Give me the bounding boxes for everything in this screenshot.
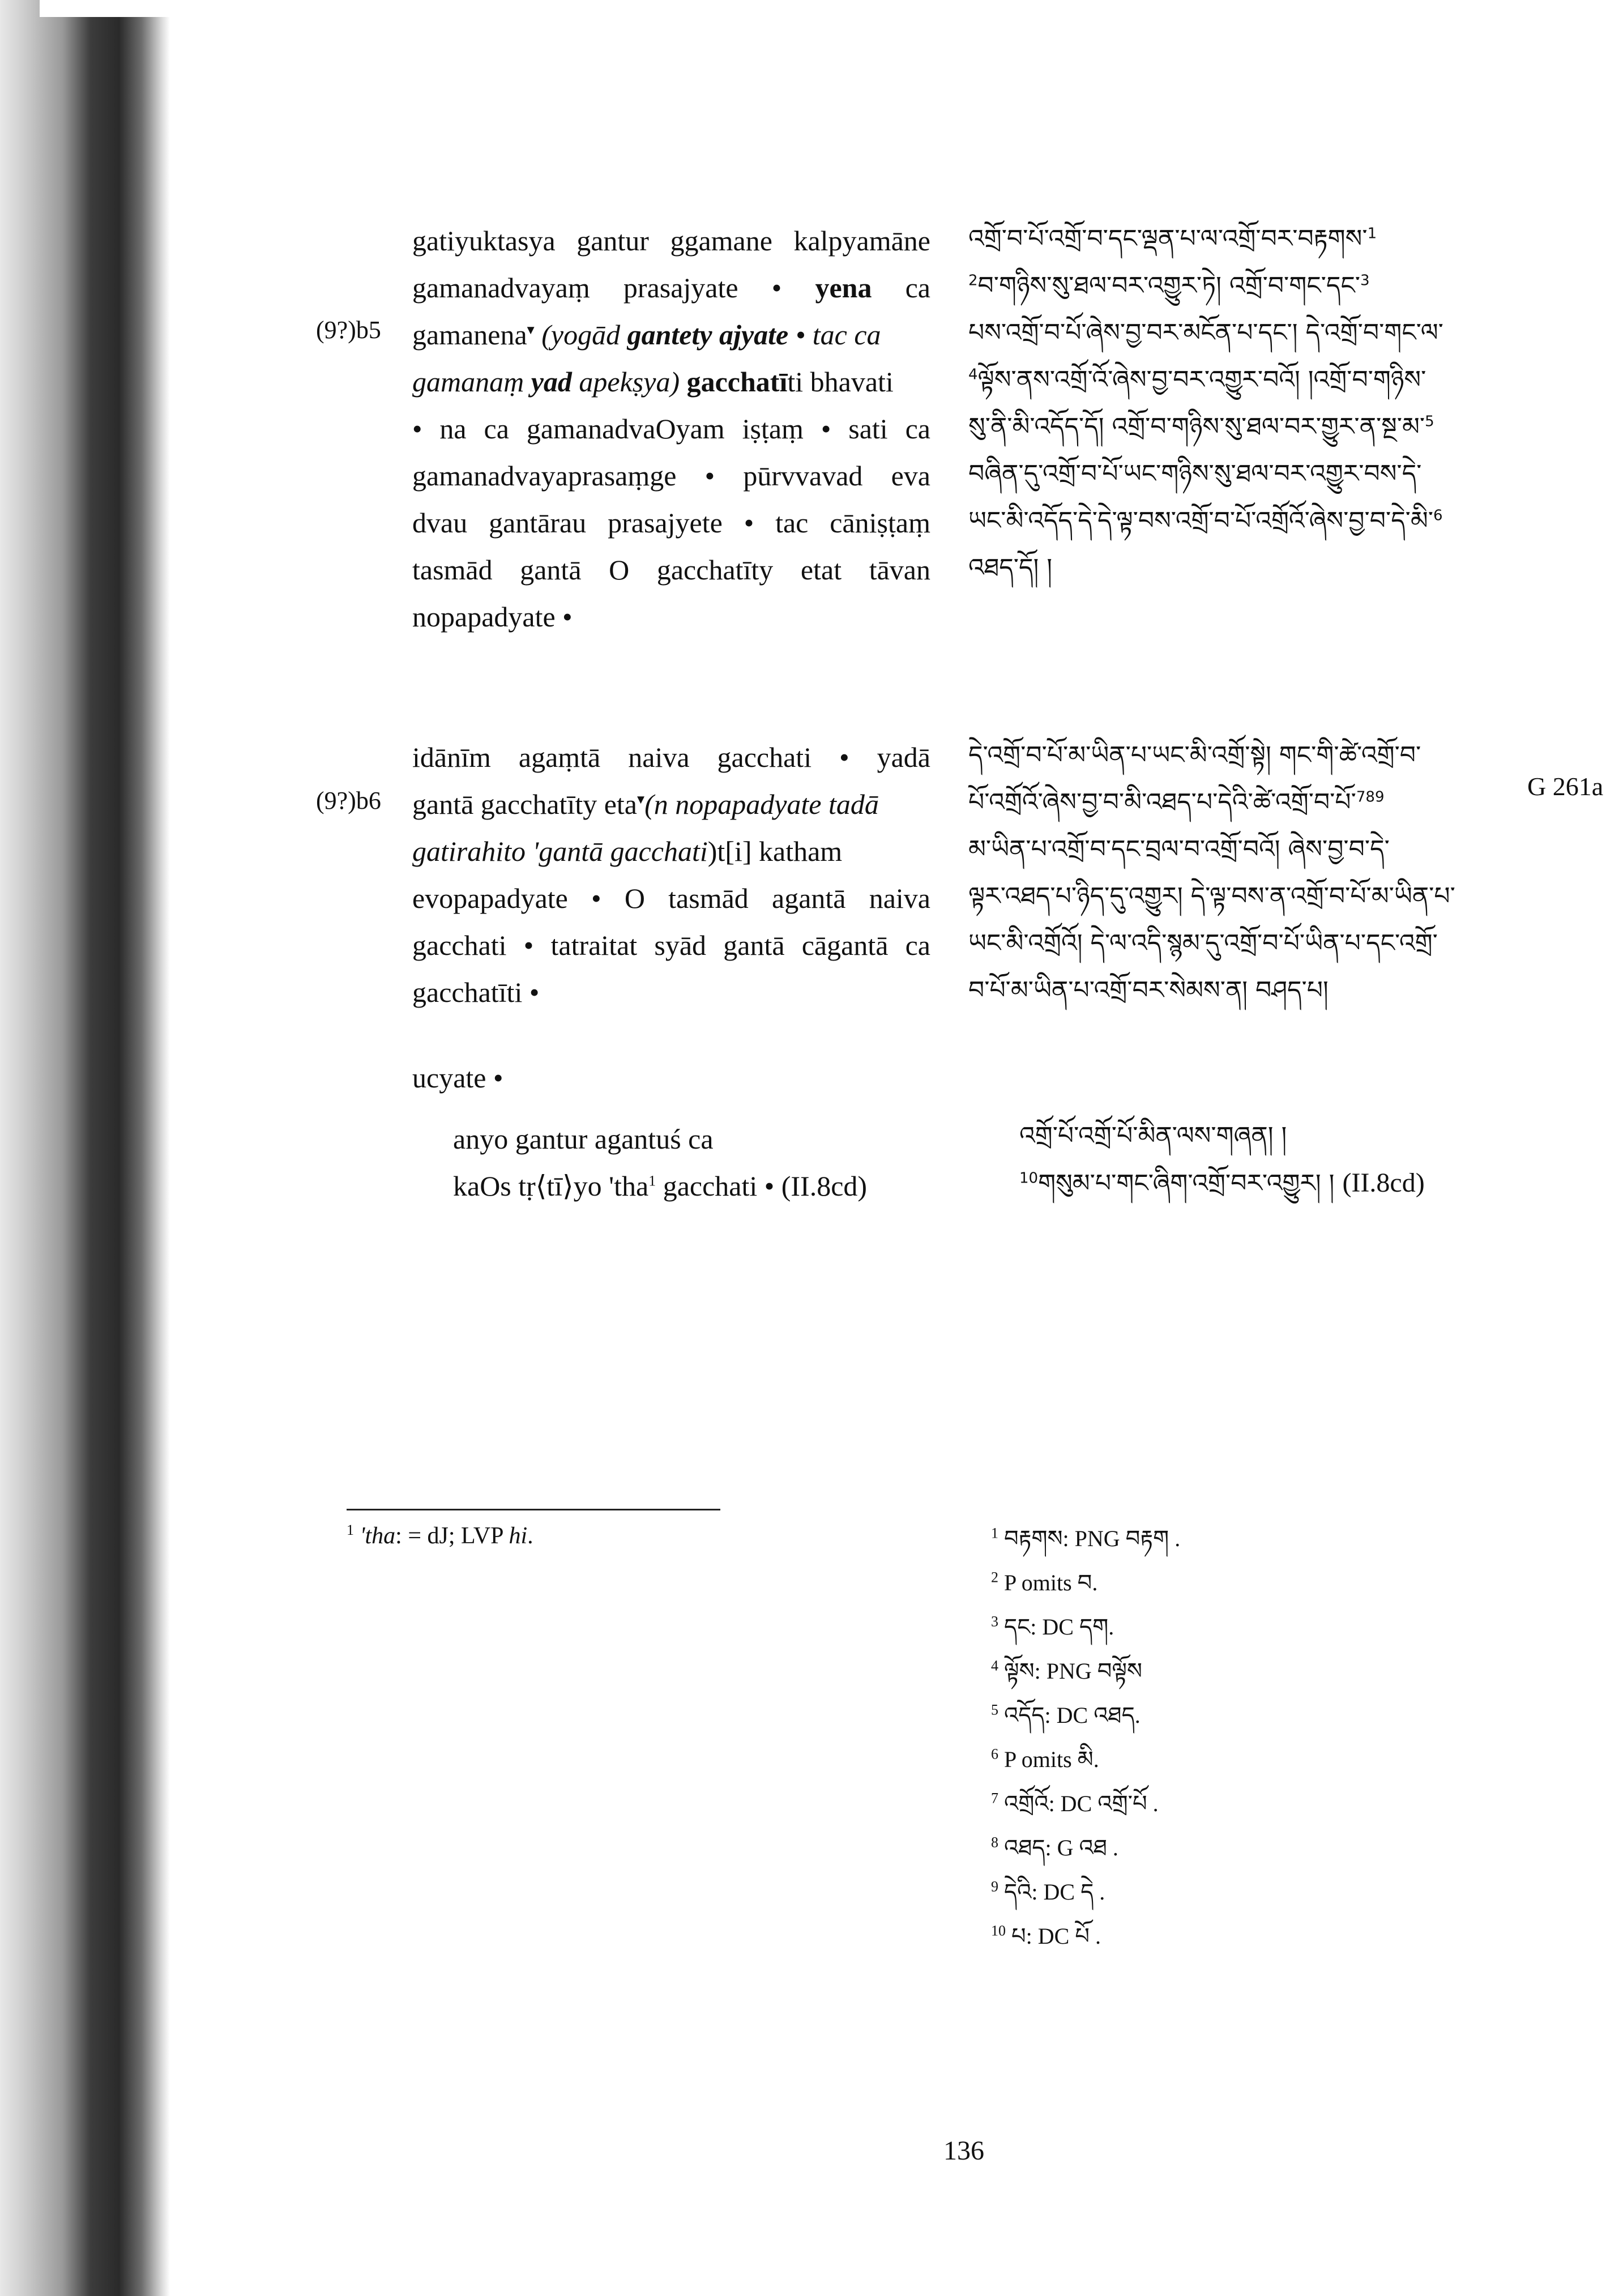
italic-text: gatirahito 'gantā gacchati (412, 835, 708, 867)
tibetan-variant: འཐ (1079, 1835, 1107, 1860)
italic-text: apekṣya) (571, 366, 680, 398)
tibetan-text: གསུམ་པ་གང་ཞིག་འགྲོ་བར་འགྱུར། ། (1038, 1169, 1335, 1198)
insertion-marker: ▾ (637, 791, 645, 808)
sanskrit-line (412, 311, 930, 359)
footnote-ref: 1 (1367, 225, 1377, 242)
footnote-ref: 7 (1356, 788, 1366, 806)
gref-marginal: G 261a (1527, 772, 1604, 801)
tibetan-text: པོ་འགྲོའོ་ཞེས་བྱ་བ་མི་འཐད་པ་དེའི་ཚེ་འགྲོ་བ་པོ་ (968, 788, 1356, 817)
tibetan-line (968, 497, 1529, 544)
footnote-ref: 9 (1374, 788, 1385, 806)
sanskrit-verse (453, 1116, 867, 1210)
footnote-item (991, 1517, 1180, 1561)
footnote-ref: 6 (1433, 507, 1443, 524)
insertion-marker: ▾ (527, 321, 535, 338)
verse-text: gacchati • (II.8cd) (656, 1170, 868, 1202)
tibetan-variant: པོ (1075, 1923, 1090, 1949)
tibetan-variant: དག (1079, 1614, 1109, 1640)
footnote-text: : DC (1048, 1791, 1098, 1816)
footnote-text: . (1134, 1702, 1141, 1728)
ucyate-line: ucyate • (412, 1062, 503, 1094)
sanskrit-text: gantā gacchatīty eta (412, 788, 637, 820)
footnote-text: . (1092, 1570, 1098, 1595)
footnote-item (991, 1693, 1180, 1738)
tibetan-lemma: པ (1011, 1923, 1026, 1949)
footnote-number: 10 (991, 1922, 1006, 1939)
sanskrit-text: gamanena (412, 319, 527, 351)
tibetan-lemma: ལྟོས (1004, 1658, 1035, 1684)
italic-text: (yogād (541, 319, 627, 351)
footnote-text: . (1107, 1835, 1118, 1860)
bold-italic-text: yad (531, 366, 572, 398)
footnote-item (991, 1870, 1180, 1914)
sanskrit-line: gacchati • tatraitat syād gantā cāgantā ca (412, 929, 930, 961)
footnote-ref: 4 (968, 366, 978, 383)
sanskrit-paragraph-1 (412, 217, 930, 641)
tibetan-variant: མི (1077, 1747, 1094, 1772)
tibetan-line (968, 262, 1529, 309)
tibetan-verse (1019, 1112, 1425, 1207)
tibetan-lemma: དེའི (1004, 1879, 1032, 1905)
footnote-text: : DC (1026, 1923, 1075, 1949)
sanskrit-line: gacchatīti • (412, 976, 540, 1008)
sanskrit-line (412, 828, 930, 875)
sanskrit-line: gamanadvayaṃ prasajyate • yena ca (412, 272, 930, 304)
italic-text: (n nopapadyate tadā (644, 788, 879, 820)
italic-text: hi (509, 1523, 528, 1549)
tibetan-line: འཐད་དོ། ། (968, 553, 1053, 582)
footnote-number: 2 (991, 1569, 998, 1586)
sanskrit-text: )t[i] katham (707, 835, 843, 867)
footnote-item (991, 1914, 1180, 1958)
footnote-text: . (1108, 1614, 1114, 1640)
tibetan-lemma: འདོད (1004, 1702, 1045, 1728)
footnote-text: . (1094, 1879, 1105, 1905)
tibetan-variant: འཐད (1094, 1702, 1135, 1728)
footnote-item (991, 1782, 1180, 1826)
tibetan-text: ལྟོས་ནས་འགྲོ་འོ་ཞེས་བྱ་བར་འགྱུར་བའོ། །འགྲོ་བ་གཉིས་ (977, 365, 1426, 394)
tibetan-verse-line (1019, 1159, 1425, 1207)
footnote-ref: 2 (968, 272, 978, 289)
tibetan-line (968, 356, 1529, 403)
folio-ref-b5: (9?)b5 (316, 316, 381, 344)
footnote-number: 4 (991, 1657, 998, 1674)
bold-word: yena (815, 272, 872, 304)
sanskrit-paragraph-2 (412, 734, 930, 1016)
footnote-text: : = dJ; LVP (395, 1523, 509, 1549)
footnote-number: 3 (991, 1613, 998, 1630)
footnote-number: 1 (991, 1525, 998, 1542)
tibetan-variant: དེ (1080, 1879, 1094, 1905)
sanskrit-line: • na ca gamanadvaOyam iṣṭaṃ • sati ca (412, 413, 930, 445)
sanskrit-line: gamanadvayaprasaṃge • pūrvvavad eva (412, 460, 930, 492)
book-spine-shadow (0, 0, 170, 2296)
tibetan-paragraph-1 (968, 215, 1529, 591)
tibetan-line: པས་འགྲོ་བ་པོ་ཞེས་བྱ་བར་མངོན་པ་དང་། དེ་འགྲོ་བ་གང་ལ་ (968, 318, 1443, 347)
tibetan-variant: བལྟོས (1097, 1658, 1143, 1684)
tibetan-verse-line: འགྲོ་པོ་འགྲོ་པོ་མིན་ལས་གཞན། ། (1019, 1121, 1287, 1150)
footnote-left (347, 1522, 533, 1550)
italic-text: gamanaṃ (412, 366, 531, 398)
footnote-item (991, 1561, 1180, 1605)
tibetan-line (968, 779, 1529, 826)
footnote-number: 5 (991, 1701, 998, 1718)
tibetan-line: ཡང་མི་འགྲོའོ། དེ་ལ་འདི་སྙམ་དུ་འགྲོ་བ་པོ་ཡིན་པ་དང་འགྲོ་ (968, 929, 1438, 958)
sanskrit-text: ti bhavati (787, 366, 894, 398)
footnotes-right (991, 1517, 1180, 1958)
footnote-text: . (1089, 1923, 1101, 1949)
footnote-ref: 5 (1425, 413, 1434, 430)
footnote-text: . (1169, 1526, 1181, 1551)
footnote-text: P omits (1004, 1747, 1078, 1772)
italic-text: • tac ca (788, 319, 881, 351)
footnote-text: : G (1045, 1835, 1079, 1860)
tibetan-text: སུ་ནི་མི་འདོད་དོ། འགྲོ་བ་གཉིས་སུ་ཐལ་བར་གྱུར་ན་སྔ་མ་ (968, 412, 1425, 441)
tibetan-variant: བ (1077, 1570, 1092, 1595)
italic-text: 'tha (360, 1523, 396, 1549)
footnote-text: : PNG (1034, 1658, 1097, 1684)
footnote-number: 9 (991, 1878, 998, 1895)
footnote-text: . (1147, 1791, 1159, 1816)
bold-italic-text: gantety ajyate (627, 319, 789, 351)
tibetan-line (968, 403, 1529, 450)
footnote-text: : PNG (1062, 1526, 1126, 1551)
footnote-number: 1 (347, 1522, 354, 1538)
sanskrit-line (412, 781, 930, 828)
footnote-text: P omits (1004, 1570, 1078, 1595)
tibetan-lemma: འཐད (1004, 1835, 1045, 1860)
verse-text: kaOs tṛ⟨tī⟩yo 'tha (453, 1170, 649, 1202)
footnote-item (991, 1649, 1180, 1693)
footnote-item (991, 1738, 1180, 1782)
footnote-item (991, 1605, 1180, 1649)
sanskrit-line (412, 359, 930, 406)
sanskrit-line: nopapadyate • (412, 601, 573, 633)
tibetan-paragraph-2 (968, 732, 1529, 1014)
sanskrit-line: dvau gantārau prasajyete • tac cāniṣṭaṃ (412, 507, 930, 539)
footnote-text: . (527, 1523, 533, 1549)
sanskrit-line: gatiyuktasya gantur ggamane kalpyamāne (412, 225, 930, 257)
footnote-rule (347, 1509, 720, 1510)
tibetan-text: འགྲོ་བ་པོ་འགྲོ་བ་དང་ལྡན་པ་ལ་འགྲོ་བར་བརྟགས་ (968, 224, 1368, 253)
footnote-text: : DC (1044, 1702, 1094, 1728)
sanskrit-line: idānīm agaṃtā naiva gacchati • yadā (412, 741, 930, 773)
footnote-text: : DC (1031, 1879, 1081, 1905)
tibetan-line (968, 215, 1529, 262)
tibetan-text: ཡང་མི་འདོད་དེ་དེ་ལྟ་བས་འགྲོ་བ་པོ་འགྲོའོ་ཞེས་བྱ་བ་དེ་མི་ (968, 506, 1434, 535)
tibetan-line: མ་ཡིན་པ་འགྲོ་བ་དང་བྲལ་བ་འགྲོ་བའོ། ཞེས་བྱ་བ་དེ་ (968, 835, 1390, 864)
tibetan-variant: འགྲོ་པོ (1097, 1791, 1147, 1816)
folio-ref-b6: (9?)b6 (316, 787, 381, 814)
footnote-text: : DC (1030, 1614, 1079, 1640)
footnote-ref: 10 (1019, 1170, 1039, 1187)
tibetan-line: བཞིན་དུ་འགྲོ་བ་པོ་ཡང་གཉིས་སུ་ཐལ་བར་འགྱུར་བས་དེ་ (968, 459, 1422, 488)
tibetan-text: བ་གཉིས་སུ་ཐལ་བར་འགྱུར་ཏེ། འགྲོ་བ་གང་དང་ (977, 271, 1360, 300)
footnote-ref: 8 (1365, 788, 1375, 806)
tibetan-line: ལྟར་འཐད་པ་ཉིད་དུ་འགྱུར། དེ་ལྟ་བས་ན་འགྲོ་བ་པོ་མ་ཡིན་པ་ (968, 882, 1455, 911)
footnote-text: . (1093, 1747, 1099, 1772)
sanskrit-line: evopapadyate • O tasmād agantā naiva (412, 882, 930, 914)
page-number: 136 (943, 2136, 984, 2166)
tibetan-line: བ་པོ་མ་ཡིན་པ་འགྲོ་བར་སེམས་ན། བཤད་པ། (968, 976, 1329, 1005)
footnote-ref: 1 (648, 1172, 656, 1189)
footnote-number: 7 (991, 1790, 998, 1807)
footnote-item (991, 1826, 1180, 1870)
spine-top-edge (40, 0, 170, 17)
tibetan-variant: བརྟག (1125, 1526, 1169, 1551)
verse-reference: (II.8cd) (1342, 1168, 1425, 1198)
footnote-number: 6 (991, 1746, 998, 1762)
tibetan-lemma: འགྲོའོ (1004, 1791, 1049, 1816)
sanskrit-line: tasmād gantā O gacchatīty etat tāvan (412, 554, 930, 586)
verse-line (453, 1163, 867, 1210)
footnote-ref: 3 (1360, 272, 1370, 289)
verse-line: anyo gantur agantuś ca (453, 1123, 714, 1155)
footnote-number: 8 (991, 1834, 998, 1851)
tibetan-lemma: བརྟགས (1004, 1526, 1063, 1551)
tibetan-line: དེ་འགྲོ་བ་པོ་མ་ཡིན་པ་ཡང་མི་འགྲོ་སྟེ། གང་གི་ཚེ་འགྲོ་བ་ (968, 741, 1421, 770)
tibetan-lemma: དང (1004, 1614, 1031, 1640)
bold-text: gacchatī (680, 366, 788, 398)
